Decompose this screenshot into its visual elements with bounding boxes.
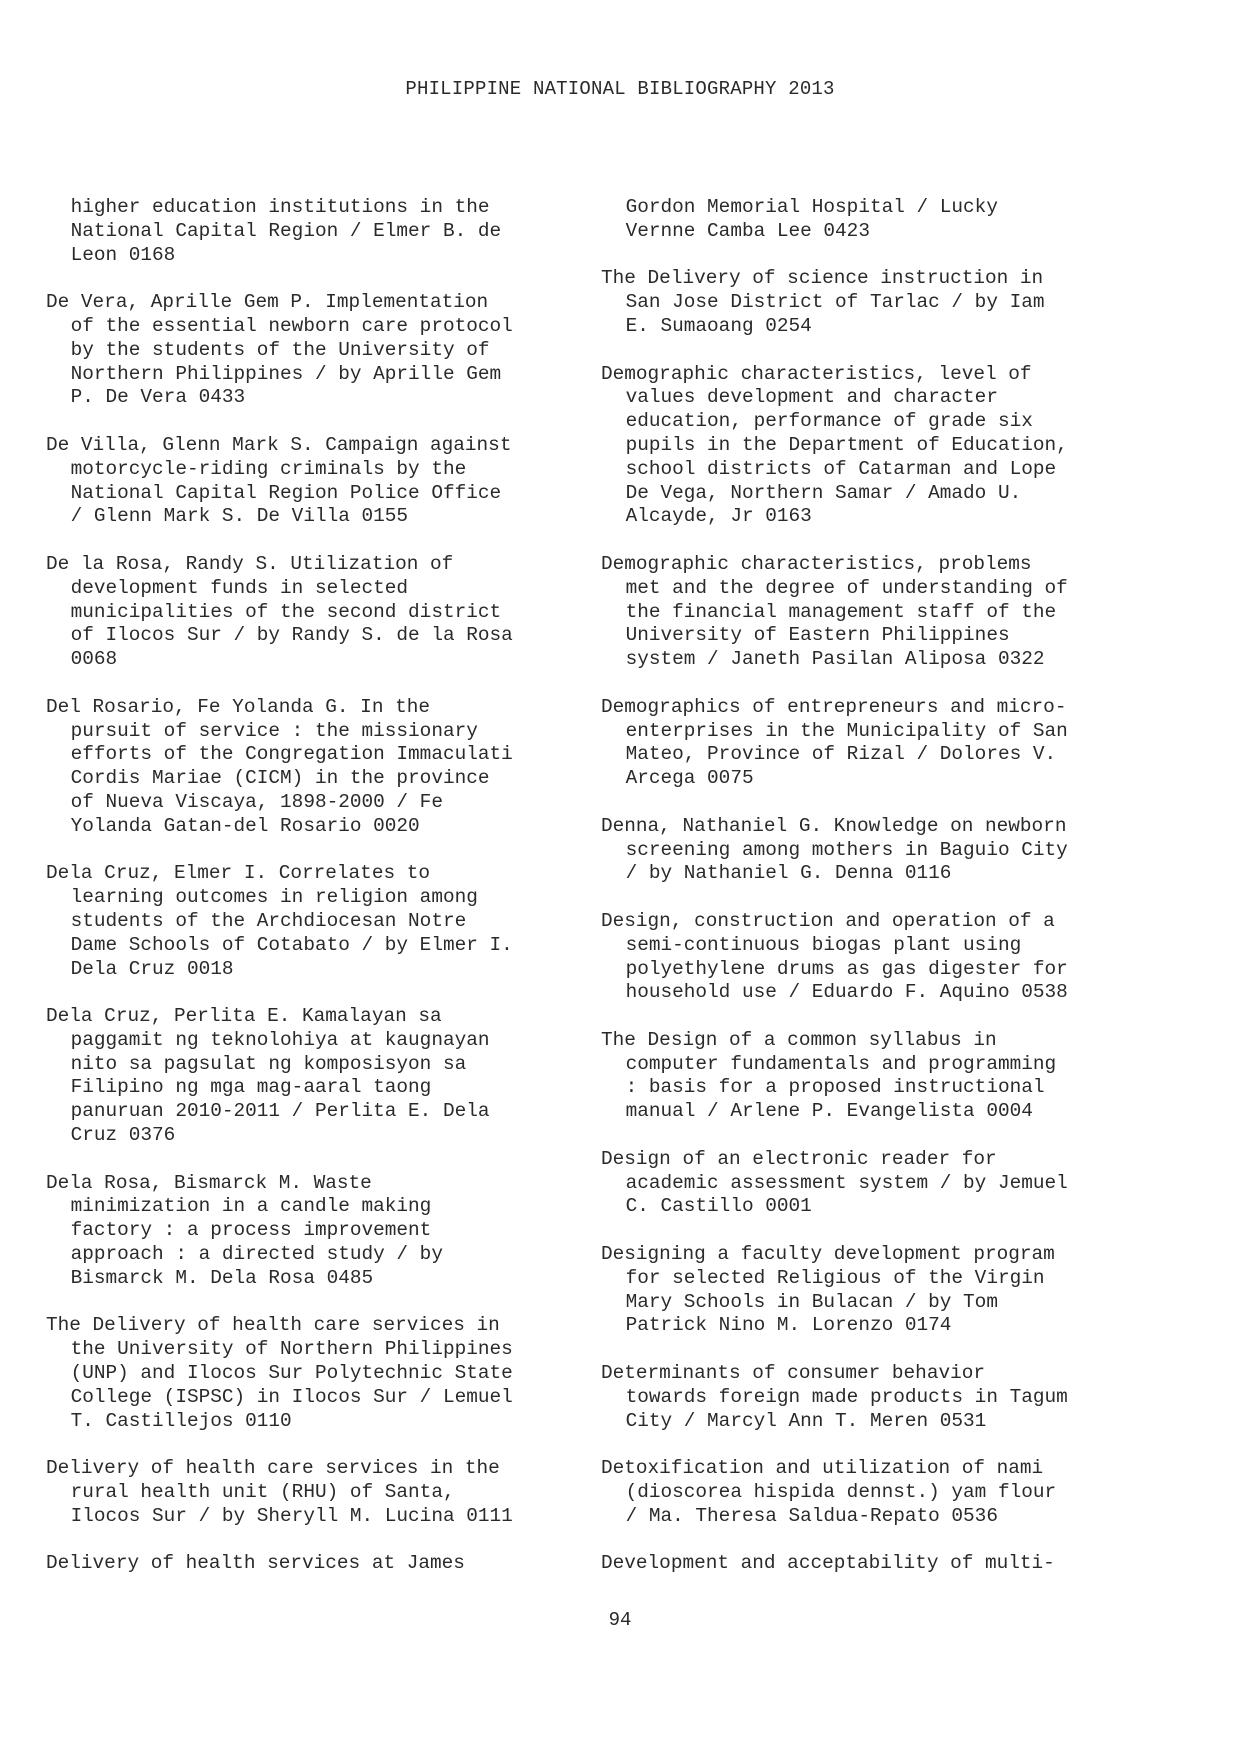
bibliography-entry: Demographics of entrepreneurs and micro- enterprises in the Municipality of San Mateo, Province of Rizal / Dolores V. Arcega 0075 [601, 695, 1068, 790]
bibliography-entry: Designing a faculty development program for selected Religious of the Virgin Mary Schools in Bulacan / by Tom Patrick Nino M. Lorenzo 0174 [601, 1243, 1055, 1337]
bibliography-entry: Del Rosario, Fe Yolanda G. In the pursuit of service : the missionary efforts of the Congregation Immaculati Cordis Mariae (CICM) in the province of Nueva Viscaya, 1898-2000 / Fe Yolanda Gatan-del Rosario 0020 [46, 695, 513, 837]
bibliography-entry: The Delivery of health care services in the University of Northern Philippines (UNP) and Ilocos Sur Polytechnic State College (ISPSC) in Ilocos Sur / Lemuel T. Castillejos 0110 [46, 1314, 513, 1432]
bibliography-entry: Delivery of health services at James [46, 1552, 465, 1575]
bibliography-entry: Detoxification and utilization of nami (dioscorea hispida dennst.) yam flour / Ma. Theresa Saldua-Repato 0536 [601, 1457, 1057, 1527]
right-column [601, 196, 1161, 1600]
page-header: PHILIPPINE NATIONAL BIBLIOGRAPHY 2013 [405, 78, 835, 100]
bibliography-entry: Demographic characteristics, level of values development and character education, performance of grade six pupils in the Department of Education, school districts of Catarman and Lope De Vega, Northern Samar / Amado U. Alcayde, Jr 0163 [601, 362, 1068, 528]
bibliography-entry: Dela Cruz, Elmer I. Correlates to learning outcomes in religion among students of the Archdiocesan Notre Dame Schools of Cotabato / by Elmer I. Dela Cruz 0018 [46, 862, 513, 980]
bibliography-entry: Design of an electronic reader for academic assessment system / by Jemuel C. Castillo 0001 [601, 1147, 1068, 1218]
bibliography-entry: Denna, Nathaniel G. Knowledge on newborn screening among mothers in Baguio City / by Nathaniel G. Denna 0116 [601, 814, 1068, 885]
bibliography-entry: Determinants of consumer behavior towards foreign made products in Tagum City / Marcyl Ann T. Meren 0531 [601, 1362, 1068, 1432]
bibliography-entry: The Design of a common syllabus in computer fundamentals and programming : basis for a proposed instructional manual / Arlene P. Evangelista 0004 [601, 1028, 1057, 1123]
bibliography-entry: Dela Cruz, Perlita E. Kamalayan sa paggamit ng teknolohiya at kaugnayan nito sa pagsulat ng komposisyon sa Filipino ng mga mag-aaral taong panuruan 2010-2011 / Perlita E. Dela Cruz 0376 [46, 1005, 490, 1147]
bibliography-entry: Demographic characteristics, problems met and the degree of understanding of the financial management staff of the University of Eastern Philippines system / Janeth Pasilan Aliposa 0322 [601, 552, 1068, 671]
bibliography-entry: Development and acceptability of multi- [601, 1552, 1055, 1575]
bibliography-entry: Gordon Memorial Hospital / Lucky Vernne Camba Lee 0423 [625, 196, 998, 242]
bibliography-entry: De Vera, Aprille Gem P. Implementation of the essential newborn care protocol by the students of the University of Northern Philippines / by Aprille Gem P. De Vera 0433 [46, 291, 513, 409]
bibliography-entry: The Delivery of science instruction in San Jose District of Tarlac / by Iam E. Sumaoang 0254 [601, 267, 1045, 337]
page-number: 94 [608, 1609, 632, 1631]
bibliography-entry: Design, construction and operation of a semi-continuous biogas plant using polyethylene drums as gas digester for household use / Eduardo F. Aquino 0538 [601, 909, 1068, 1004]
bibliography-entry: De Villa, Glenn Mark S. Campaign against motorcycle-riding criminals by the National Capital Region Police Office / Glenn Mark S. De Villa 0155 [46, 433, 512, 528]
bibliography-entry: Delivery of health care services in the rural health unit (RHU) of Santa, Ilocos Sur / by Sheryll M. Lucina 0111 [46, 1457, 513, 1527]
left-column [46, 196, 606, 1600]
bibliography-entry: Dela Rosa, Bismarck M. Waste minimization in a candle making factory : a process improvement approach : a directed study / by Bismarck M. Dela Rosa 0485 [46, 1171, 443, 1289]
bibliography-entry: De la Rosa, Randy S. Utilization of development funds in selected municipalities of the second district of Ilocos Sur / by Randy S. de la Rosa 0068 [46, 552, 513, 671]
bibliography-entry: higher education institutions in the National Capital Region / Elmer B. de Leon 0168 [70, 196, 502, 266]
